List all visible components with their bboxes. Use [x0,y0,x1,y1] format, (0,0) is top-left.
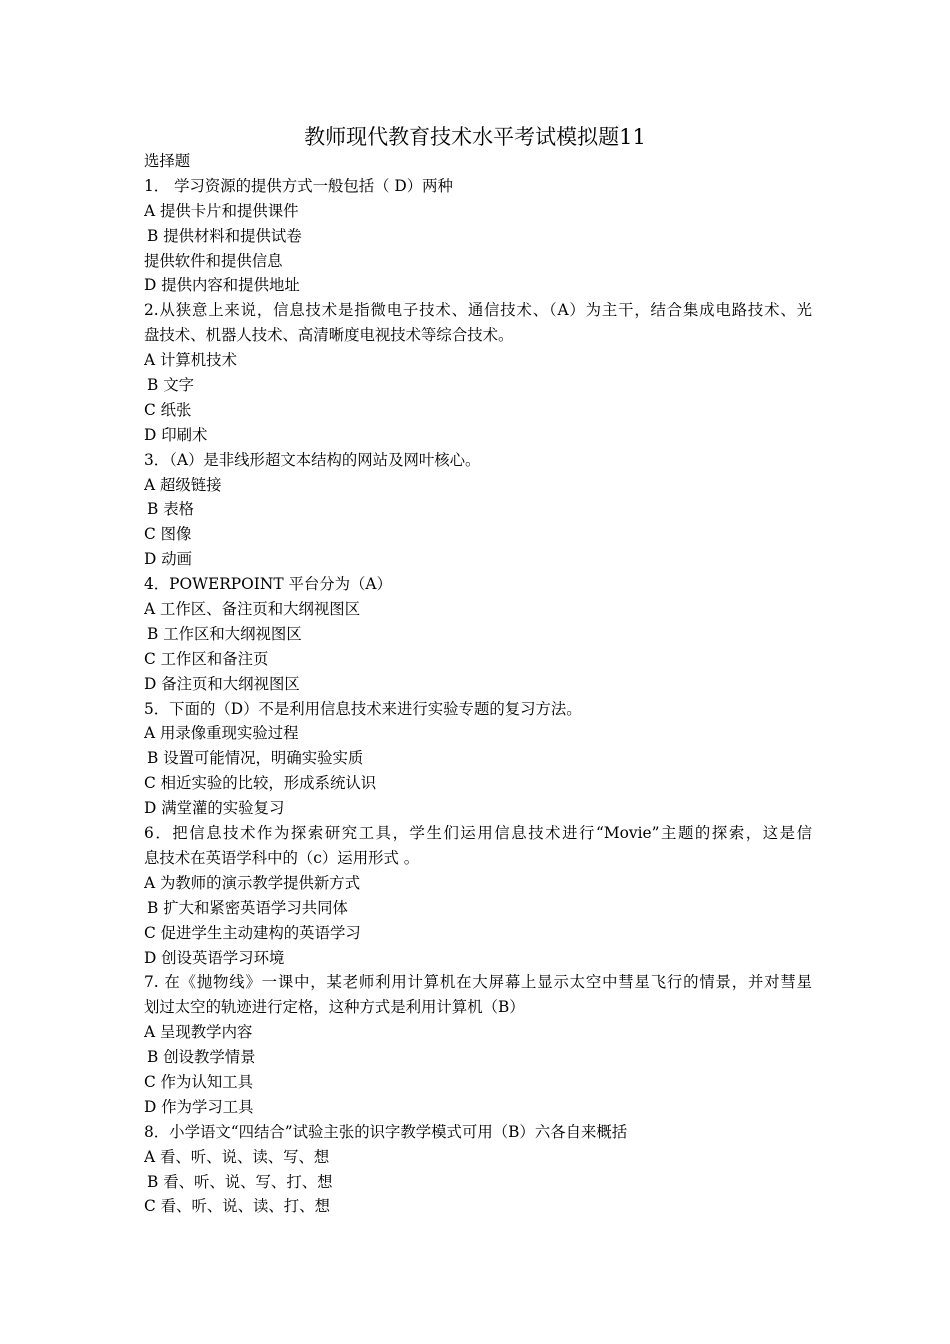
text-line: A 呈现教学内容 [144,1023,253,1042]
text-line: 2.从狭意上来说，信息技术是指微电子技术、通信技术、（A）为主干，结合集成电路技术、光 [144,301,812,320]
text-line: 8．小学语文“四结合”试验主张的识字教学模式可用（B）六各自来概括 [144,1122,628,1141]
text-line: A 用录像重现实验过程 [144,724,299,743]
text-line: A 工作区、备注页和大纲视图区 [144,600,361,619]
text-line: D 提供内容和提供地址 [144,276,300,295]
text-line: D 作为学习工具 [144,1097,254,1116]
text-line: C 纸张 [144,400,192,419]
text-line: A 超级链接 [144,475,222,494]
text-line: D 印刷术 [144,425,208,444]
text-line: 选择题 [144,152,191,170]
text-line: 3．（A）是非线形超文本结构的网站及网叶核心。 [144,450,481,469]
text-line: B 文字 [147,376,194,395]
text-line: D 创设英语学习环境 [144,948,285,967]
text-line: 提供软件和提供信息 [144,251,283,270]
text-line: A 为教师的演示教学提供新方式 [144,873,361,892]
text-line: D 备注页和大纲视图区 [144,674,300,693]
text-line: C 工作区和备注页 [144,649,269,668]
text-line: C 相近实验的比较，形成系统认识 [144,774,377,793]
text-line: A 计算机技术 [144,351,237,370]
text-line: 7. 在《抛物线》一课中，某老师利用计算机在大屏幕上显示太空中彗星飞行的情景，并对彗星 [144,973,812,992]
text-line: B 看、听、说、写、打、想 [147,1172,333,1191]
text-line: B 工作区和大纲视图区 [147,624,302,643]
text-line: C 作为认知工具 [144,1072,254,1091]
document-body [144,149,812,1219]
text-line: C 看、听、说、读、打、想 [144,1197,330,1216]
text-line: B 提供材料和提供试卷 [147,226,302,245]
text-line: 息技术在英语学科中的（c）运用形式 。 [144,848,420,867]
text-line: B 创设教学情景 [147,1048,256,1067]
text-line: A 看、听、说、读、写、想 [144,1147,330,1166]
text-line: D 满堂灌的实验复习 [144,799,285,818]
text-line: 盘技术、机器人技术、高清晰度电视技术等综合技术。 [144,326,514,345]
text-line: D 动画 [144,550,193,569]
page-title: 教师现代教育技术水平考试模拟题11 [304,125,646,149]
text-line: B 扩大和紧密英语学习共同体 [147,898,348,917]
text-line: C 促进学生主动建构的英语学习 [144,923,361,942]
text-line: B 设置可能情况，明确实验实质 [147,749,364,768]
text-line: 4．POWERPOINT 平台分为（A） [144,575,392,594]
text-line: 6．把信息技术作为探索研究工具，学生们运用信息技术进行“Movie”主题的探索，这是信 [144,824,812,843]
text-line: C 图像 [144,525,192,544]
text-line: 1． 学习资源的提供方式一般包括（ D）两种 [144,176,453,195]
text-line: B 表格 [147,500,194,519]
text-line: A 提供卡片和提供课件 [144,201,299,220]
text-line: 5．下面的（D）不是利用信息技术来进行实验专题的复习方法。 [144,699,582,718]
text-line: 划过太空的轨迹进行定格，这种方式是利用计算机（B） [144,998,525,1017]
